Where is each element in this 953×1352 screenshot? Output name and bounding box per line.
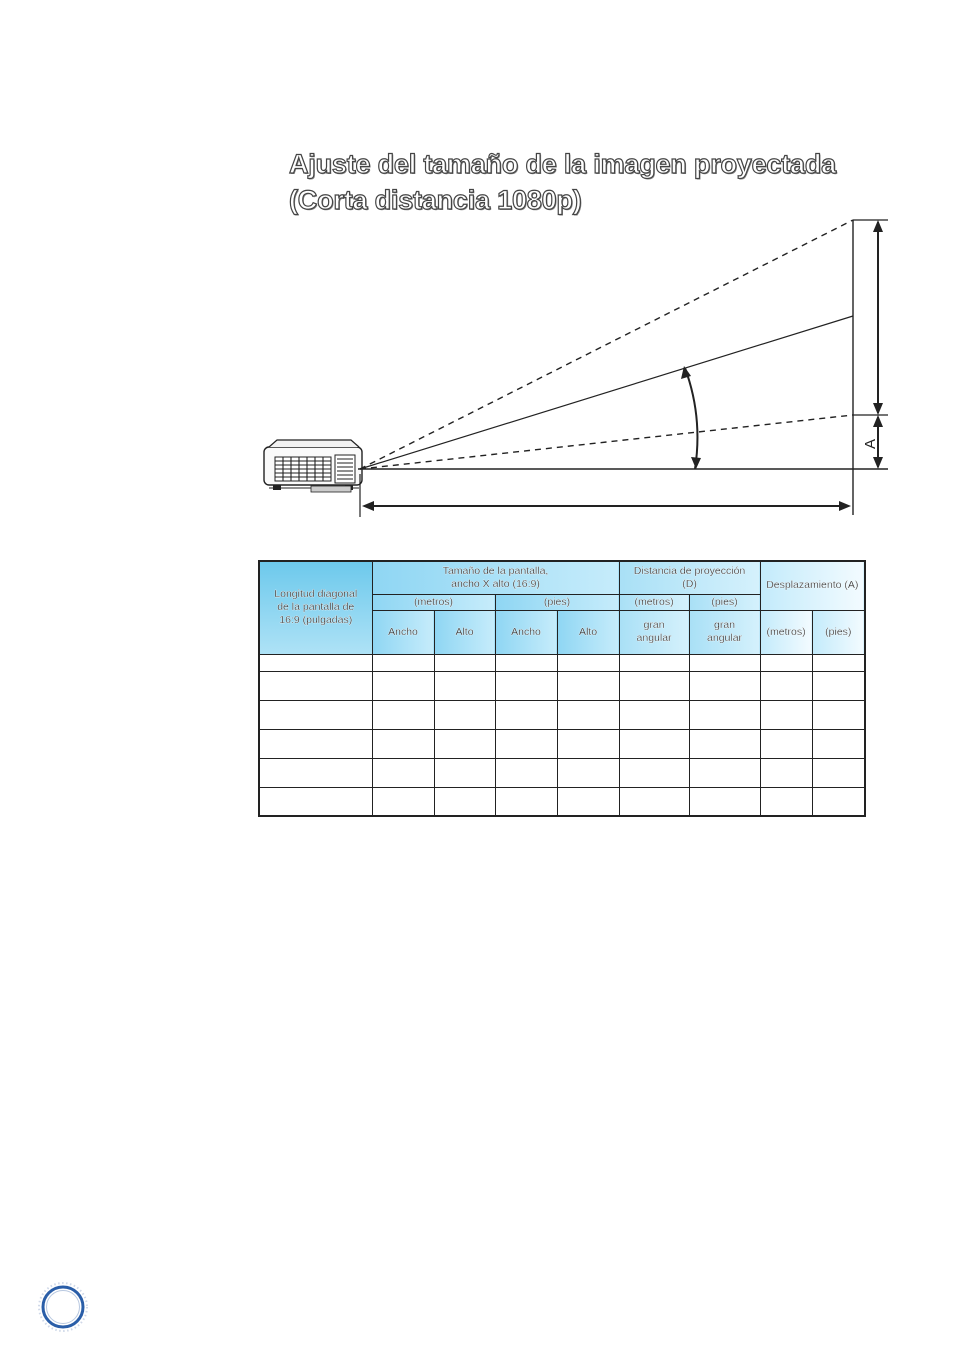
header-offset-feet: (pies) (812, 610, 865, 654)
table-cell (619, 654, 689, 671)
table-cell (434, 787, 495, 816)
table-cell (557, 654, 619, 671)
table-cell (434, 700, 495, 729)
table-cell (812, 758, 865, 787)
table-row (259, 787, 865, 816)
table-cell (372, 729, 434, 758)
table-row (259, 671, 865, 700)
table-cell (259, 700, 372, 729)
table-cell (372, 654, 434, 671)
table-cell (689, 671, 760, 700)
table-cell (760, 787, 812, 816)
header-offset-meters: (metros) (760, 610, 812, 654)
table-cell (812, 654, 865, 671)
table-cell (372, 700, 434, 729)
header-distance-meters: (metros) (619, 594, 689, 610)
table-cell (557, 700, 619, 729)
table-row (259, 700, 865, 729)
table-cell (495, 700, 557, 729)
header-screen-size: Tamaño de la pantalla, ancho X alto (16:9) (372, 561, 619, 594)
table-cell (495, 671, 557, 700)
table-cell (495, 654, 557, 671)
header-height-ft: Alto (557, 610, 619, 654)
table-cell (812, 671, 865, 700)
table-cell (259, 654, 372, 671)
table-cell (760, 729, 812, 758)
table-cell (812, 729, 865, 758)
table-cell (495, 758, 557, 787)
header-size-meters: (metros) (372, 594, 495, 610)
header-projection-distance: Distancia de proyección (D) (619, 561, 760, 594)
table-cell (689, 758, 760, 787)
throw-table (258, 560, 866, 817)
table-cell (372, 787, 434, 816)
table-row (259, 654, 865, 671)
header-height-m: Alto (434, 610, 495, 654)
table-cell (619, 758, 689, 787)
table-cell (557, 671, 619, 700)
title-line-1: Ajuste del tamaño de la imagen proyectada (289, 149, 836, 179)
table-cell (619, 729, 689, 758)
table-cell (557, 787, 619, 816)
header-size-feet: (pies) (495, 594, 619, 610)
table-cell (689, 787, 760, 816)
table-cell (760, 671, 812, 700)
header-offset: Desplazamiento (A) (760, 561, 865, 610)
table-cell (259, 729, 372, 758)
table-cell (434, 729, 495, 758)
header-distance-feet: (pies) (689, 594, 760, 610)
table-cell (434, 671, 495, 700)
table-cell (259, 787, 372, 816)
table-cell (372, 758, 434, 787)
offset-label: A (862, 438, 879, 449)
table-cell (812, 700, 865, 729)
table-cell (259, 758, 372, 787)
table-cell (689, 729, 760, 758)
table-cell (495, 787, 557, 816)
table-cell (689, 700, 760, 729)
table-row (259, 729, 865, 758)
table-cell (812, 787, 865, 816)
header-wide-m: gran angular (619, 610, 689, 654)
table-cell (557, 758, 619, 787)
header-wide-ft: gran angular (689, 610, 760, 654)
table-cell (619, 787, 689, 816)
table-cell (760, 758, 812, 787)
table-cell (760, 700, 812, 729)
table-cell (689, 654, 760, 671)
table-row (259, 758, 865, 787)
header-width-ft: Ancho (495, 610, 557, 654)
table-cell (760, 654, 812, 671)
page-badge-icon (37, 1281, 89, 1333)
title-line-2: (Corta distancia 1080p) (289, 185, 582, 215)
header-diagonal: Longitud diagonal de la pantalla de 16:9 (pulgadas) (259, 561, 372, 654)
projection-diagram (255, 212, 895, 522)
table-cell (619, 700, 689, 729)
table-cell (434, 654, 495, 671)
page-title (289, 146, 929, 218)
table-cell (619, 671, 689, 700)
table-cell (557, 729, 619, 758)
table-cell (372, 671, 434, 700)
table-cell (495, 729, 557, 758)
table-cell (259, 671, 372, 700)
table-cell (434, 758, 495, 787)
projector-icon (264, 440, 362, 492)
header-width-m: Ancho (372, 610, 434, 654)
